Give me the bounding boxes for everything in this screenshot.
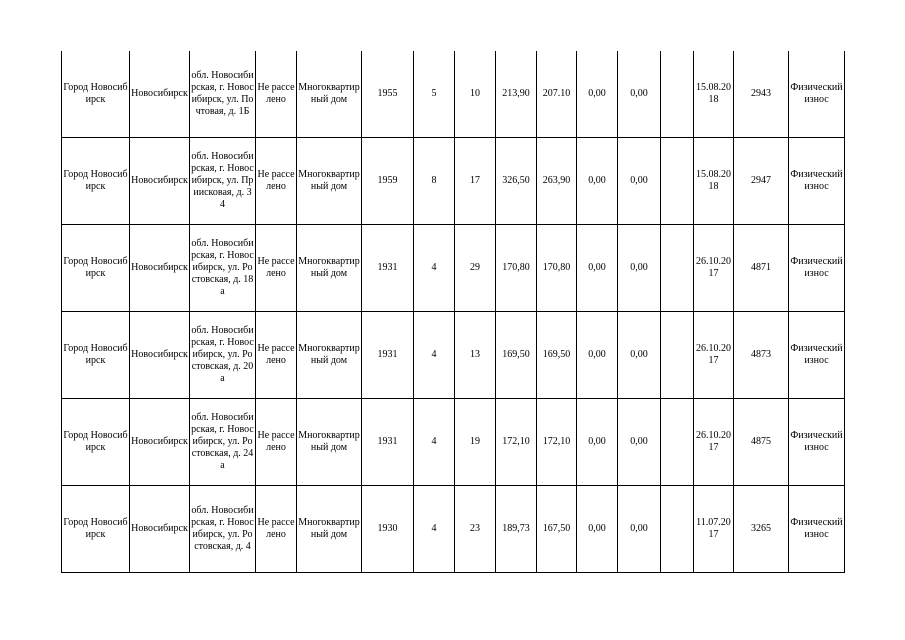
cell-building-type: Многоквартирный дом bbox=[297, 225, 362, 312]
cell-residents: 19 bbox=[455, 399, 496, 486]
cell-locality: Город Новосибирск bbox=[62, 486, 130, 573]
cell-resettlement-status: Не расселено bbox=[256, 138, 297, 225]
cell-municipality: Новосибирск bbox=[130, 51, 190, 138]
cell-living-area: 167,50 bbox=[537, 486, 577, 573]
cell-address: обл. Новосибирская, г. Новосибирск, ул. Ростовская, д. 4 bbox=[190, 486, 256, 573]
table-row bbox=[62, 486, 845, 573]
cell-total-area: 213,90 bbox=[496, 51, 537, 138]
cell-municipality: Новосибирск bbox=[130, 225, 190, 312]
cell-total-area: 169,50 bbox=[496, 312, 537, 399]
cell-municipality: Новосибирск bbox=[130, 486, 190, 573]
cell-document-number: 2943 bbox=[734, 51, 789, 138]
cell-residents: 29 bbox=[455, 225, 496, 312]
cell-building-type: Многоквартирный дом bbox=[297, 51, 362, 138]
cell-date: 11.07.2017 bbox=[694, 486, 734, 573]
cell-address: обл. Новосибирская, г. Новосибирск, ул. Приисковая, д. 34 bbox=[190, 138, 256, 225]
cell-document-number: 2947 bbox=[734, 138, 789, 225]
table-row bbox=[62, 225, 845, 312]
cell-residents: 10 bbox=[455, 51, 496, 138]
cell-year: 1931 bbox=[362, 225, 414, 312]
table-row bbox=[62, 51, 845, 138]
cell-area-b: 0,00 bbox=[618, 51, 661, 138]
cell-building-type: Многоквартирный дом bbox=[297, 312, 362, 399]
table-row bbox=[62, 138, 845, 225]
cell-total-area: 189,73 bbox=[496, 486, 537, 573]
cell-residents: 17 bbox=[455, 138, 496, 225]
cell-municipality: Новосибирск bbox=[130, 312, 190, 399]
cell-residents: 23 bbox=[455, 486, 496, 573]
table-row bbox=[62, 399, 845, 486]
cell-reason: Физический износ bbox=[789, 225, 845, 312]
cell-year: 1931 bbox=[362, 399, 414, 486]
cell-empty bbox=[661, 51, 694, 138]
cell-building-type: Многоквартирный дом bbox=[297, 138, 362, 225]
cell-municipality: Новосибирск bbox=[130, 399, 190, 486]
cell-floors: 4 bbox=[414, 312, 455, 399]
cell-municipality: Новосибирск bbox=[130, 138, 190, 225]
cell-total-area: 326,50 bbox=[496, 138, 537, 225]
cell-floors: 4 bbox=[414, 225, 455, 312]
cell-address: обл. Новосибирская, г. Новосибирск, ул. Почтовая, д. 1Б bbox=[190, 51, 256, 138]
cell-locality: Город Новосибирск bbox=[62, 312, 130, 399]
cell-year: 1931 bbox=[362, 312, 414, 399]
cell-area-b: 0,00 bbox=[618, 225, 661, 312]
cell-living-area: 172,10 bbox=[537, 399, 577, 486]
cell-resettlement-status: Не расселено bbox=[256, 486, 297, 573]
housing-registry-table bbox=[61, 51, 845, 573]
cell-empty bbox=[661, 399, 694, 486]
cell-resettlement-status: Не расселено bbox=[256, 312, 297, 399]
cell-document-number: 4873 bbox=[734, 312, 789, 399]
cell-floors: 5 bbox=[414, 51, 455, 138]
cell-resettlement-status: Не расселено bbox=[256, 225, 297, 312]
cell-reason: Физический износ bbox=[789, 486, 845, 573]
cell-area-b: 0,00 bbox=[618, 399, 661, 486]
cell-area-b: 0,00 bbox=[618, 138, 661, 225]
cell-living-area: 263,90 bbox=[537, 138, 577, 225]
cell-empty bbox=[661, 225, 694, 312]
cell-locality: Город Новосибирск bbox=[62, 225, 130, 312]
cell-reason: Физический износ bbox=[789, 51, 845, 138]
cell-reason: Физический износ bbox=[789, 138, 845, 225]
cell-date: 15.08.2018 bbox=[694, 138, 734, 225]
cell-living-area: 169,50 bbox=[537, 312, 577, 399]
cell-total-area: 170,80 bbox=[496, 225, 537, 312]
cell-building-type: Многоквартирный дом bbox=[297, 399, 362, 486]
cell-document-number: 3265 bbox=[734, 486, 789, 573]
cell-total-area: 172,10 bbox=[496, 399, 537, 486]
cell-residents: 13 bbox=[455, 312, 496, 399]
cell-area-a: 0,00 bbox=[577, 399, 618, 486]
cell-area-a: 0,00 bbox=[577, 486, 618, 573]
cell-year: 1930 bbox=[362, 486, 414, 573]
cell-area-b: 0,00 bbox=[618, 486, 661, 573]
cell-date: 15.08.2018 bbox=[694, 51, 734, 138]
cell-year: 1959 bbox=[362, 138, 414, 225]
cell-area-a: 0,00 bbox=[577, 225, 618, 312]
cell-living-area: 170,80 bbox=[537, 225, 577, 312]
cell-address: обл. Новосибирская, г. Новосибирск, ул. Ростовская, д. 18а bbox=[190, 225, 256, 312]
cell-area-a: 0,00 bbox=[577, 138, 618, 225]
cell-area-b: 0,00 bbox=[618, 312, 661, 399]
cell-empty bbox=[661, 138, 694, 225]
cell-building-type: Многоквартирный дом bbox=[297, 486, 362, 573]
cell-empty bbox=[661, 486, 694, 573]
cell-area-a: 0,00 bbox=[577, 312, 618, 399]
cell-address: обл. Новосибирская, г. Новосибирск, ул. Ростовская, д. 20а bbox=[190, 312, 256, 399]
cell-locality: Город Новосибирск bbox=[62, 138, 130, 225]
cell-floors: 4 bbox=[414, 399, 455, 486]
cell-date: 26.10.2017 bbox=[694, 399, 734, 486]
cell-document-number: 4871 bbox=[734, 225, 789, 312]
table-body bbox=[62, 51, 845, 573]
cell-resettlement-status: Не расселено bbox=[256, 51, 297, 138]
cell-resettlement-status: Не расселено bbox=[256, 399, 297, 486]
cell-reason: Физический износ bbox=[789, 312, 845, 399]
cell-address: обл. Новосибирская, г. Новосибирск, ул. Ростовская, д. 24а bbox=[190, 399, 256, 486]
cell-floors: 4 bbox=[414, 486, 455, 573]
cell-date: 26.10.2017 bbox=[694, 312, 734, 399]
cell-document-number: 4875 bbox=[734, 399, 789, 486]
cell-area-a: 0,00 bbox=[577, 51, 618, 138]
cell-locality: Город Новосибирск bbox=[62, 51, 130, 138]
cell-empty bbox=[661, 312, 694, 399]
cell-date: 26.10.2017 bbox=[694, 225, 734, 312]
cell-year: 1955 bbox=[362, 51, 414, 138]
cell-living-area: 207.10 bbox=[537, 51, 577, 138]
table-row bbox=[62, 312, 845, 399]
cell-floors: 8 bbox=[414, 138, 455, 225]
cell-locality: Город Новосибирск bbox=[62, 399, 130, 486]
cell-reason: Физический износ bbox=[789, 399, 845, 486]
